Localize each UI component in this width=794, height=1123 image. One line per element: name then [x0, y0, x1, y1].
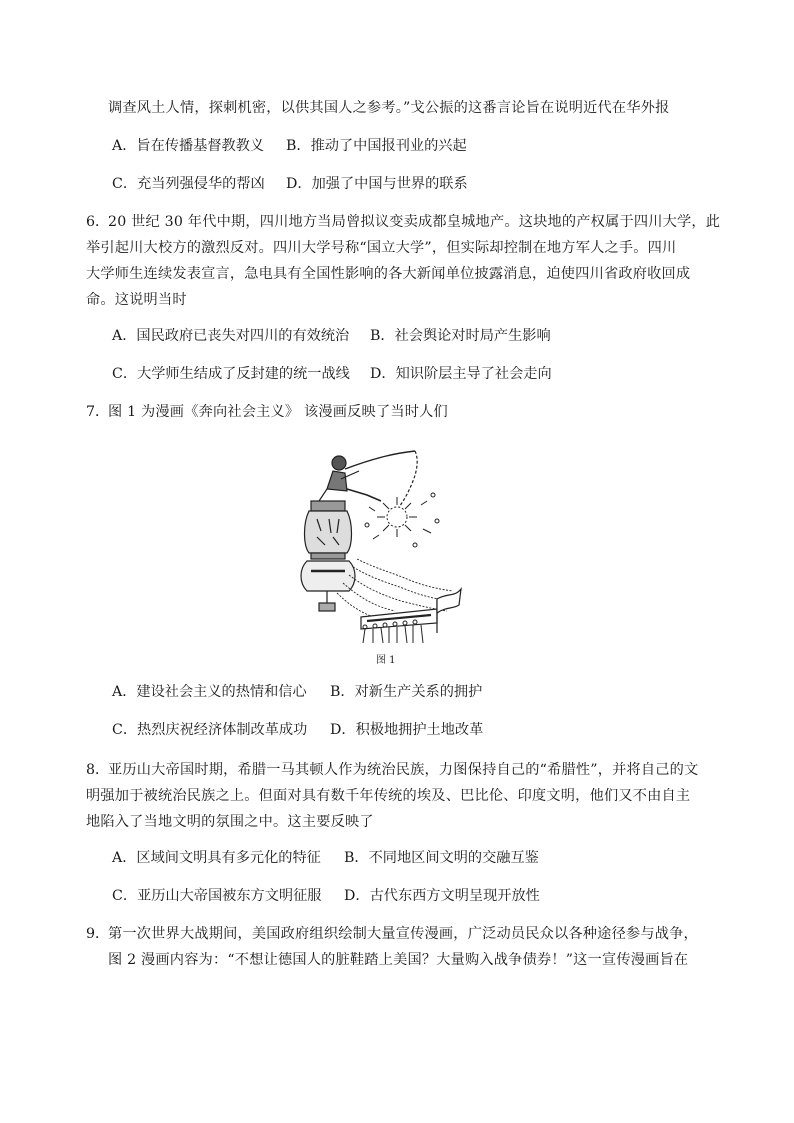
figure-caption: 图 1 [376, 655, 396, 666]
q5-option-b: B．推动了中国报刊业的兴起 [286, 138, 467, 154]
q5-stem-tail: 调查风土人情，探刺机密，以供其国人之参考。”戈公振的这番言论旨在说明近代在华外报 [108, 100, 670, 116]
q7-stem: 图 1 为漫画《奔向社会主义》 该漫画反映了当时人们 [108, 404, 448, 420]
q8-option-c: C．亚历山大帝国被东方文明征服 [112, 888, 322, 904]
q6-option-b: B．社会舆论对时局产生影响 [370, 328, 551, 344]
q6-stem-line-2: 举引起川大校方的激烈反对。四川大学号称“国立大学”，但实际却控制在地方军人之手。四川 [86, 240, 677, 256]
q7-option-c: C．热烈庆祝经济体制改革成功 [112, 722, 308, 738]
q9-stem-line-1: 第一次世界大战期间，美国政府组织绘制大量宣传漫画，广泛动员民众以各种途径参与战争， [108, 926, 698, 942]
q7-option-a: A．建设社会主义的热情和信心 [112, 684, 307, 700]
q8-stem-line-3: 地陷入了当地文明的氛围之中。这主要反映了 [86, 814, 374, 830]
q8-option-d: D．古代东西方文明呈现开放性 [344, 888, 540, 904]
q8-option-a: A．区域间文明具有多元化的特征 [112, 850, 321, 866]
q8-stem-line-1: 亚历山大帝国时期，希腊一马其顿人作为统治民族，力图保持自己的“希腊性”，并将自己的文 [108, 762, 699, 778]
q8-number: 8． [86, 762, 110, 778]
q7-option-b: B．对新生产关系的拥护 [330, 684, 483, 700]
q5-option-c: C．充当列强侵华的帮凶 [112, 176, 265, 192]
q5-option-a: A．旨在传播基督教教义 [112, 138, 265, 154]
q9-number: 9． [86, 926, 110, 942]
q6-stem-line-1: 20 世纪 30 年代中期，四川地方当局曾拟议变卖成都皇城地产。这块地的产权属于四川大学，此 [108, 214, 721, 230]
q6-stem-line-4: 命。这说明当时 [86, 292, 187, 308]
q6-option-d: D．知识阶层主导了社会走向 [370, 366, 552, 382]
q8-option-b: B．不同地区间文明的交融互鉴 [344, 850, 539, 866]
q5-option-d: D．加强了中国与世界的联系 [286, 176, 468, 192]
q8-stem-line-2: 明强加于被统治民族之上。但面对具有数千年传统的埃及、巴比伦、印度文明，他们又不由自主 [86, 788, 691, 804]
q6-stem-line-3: 大学师生连续发表宣言，急电具有全国性影响的各大新闻单位披露消息，迫使四川省政府收回成 [86, 266, 691, 282]
q6-number: 6． [86, 214, 110, 230]
q6-option-c: C．大学师生结成了反封建的统一战线 [112, 366, 350, 382]
q7-number: 7． [86, 404, 110, 420]
q7-option-d: D．积极地拥护土地改革 [330, 722, 484, 738]
q6-option-a: A．国民政府已丧失对四川的有效统治 [112, 328, 350, 344]
q9-stem-line-2: 图 2 漫画内容为：“不想让德国人的脏鞋踏上美国？大量购入战争债券！”这一宣传漫画旨在 [108, 952, 689, 968]
cartoon-image [297, 449, 467, 645]
